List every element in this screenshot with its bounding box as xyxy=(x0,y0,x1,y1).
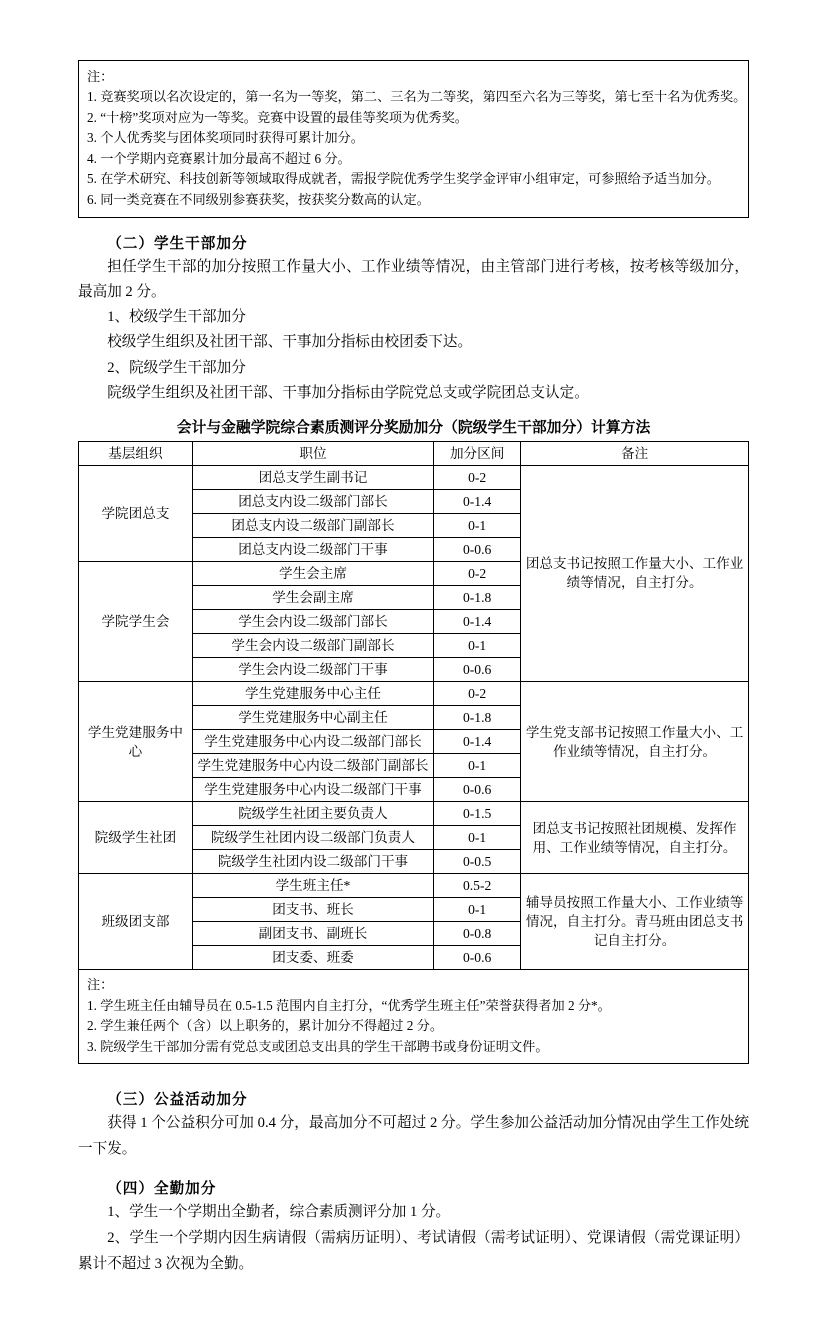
score-table xyxy=(78,441,749,971)
table-cell-score: 0-0.6 xyxy=(434,946,521,970)
table-cell-position: 学生党建服务中心主任 xyxy=(192,682,433,706)
table-cell-score: 0-1 xyxy=(434,513,521,537)
table-cell-score: 0-1.4 xyxy=(434,489,521,513)
table-header-cell: 备注 xyxy=(521,441,749,465)
table-cell-score: 0-0.8 xyxy=(434,922,521,946)
table-cell-position: 院级学生社团内设二级部门干事 xyxy=(192,850,433,874)
table-cell-score: 0-0.6 xyxy=(434,537,521,561)
table-cell-position: 学生党建服务中心副主任 xyxy=(192,706,433,730)
table-cell-score: 0-0.6 xyxy=(434,778,521,802)
section-four-item2: 2、学生一个学期内因生病请假（需病历证明）、考试请假（需考试证明）、党课请假（需党课证明）累计不超过 3 次视为全勤。 xyxy=(78,1230,749,1273)
table-note-line: 1. 学生班主任由辅导员在 0.5-1.5 范围内自主打分，“优秀学生班主任”荣誉获得者加 2 分*。 xyxy=(87,997,611,1013)
table-cell-position: 学生党建服务中心内设二级部门副部长 xyxy=(192,754,433,778)
table-cell-position: 团支书、班长 xyxy=(192,898,433,922)
table-cell-position: 副团支书、副班长 xyxy=(192,922,433,946)
table-cell-position: 院级学生社团主要负责人 xyxy=(192,802,433,826)
table-row xyxy=(79,465,749,489)
table-cell-position: 团总支内设二级部门部长 xyxy=(192,489,433,513)
section-two-heading: （二）学生干部加分 xyxy=(107,236,248,253)
table-cell-score: 0-1.4 xyxy=(434,730,521,754)
table-cell-position: 团支委、班委 xyxy=(192,946,433,970)
top-note-line: 4. 一个学期内竞赛累计加分最高不超过 6 分。 xyxy=(87,150,351,166)
table-cell-score: 0-2 xyxy=(434,682,521,706)
section-two-item2-heading: 2、院级学生干部加分 xyxy=(107,359,246,376)
table-cell-position: 学生会副主席 xyxy=(192,585,433,609)
table-cell-score: 0-0.5 xyxy=(434,850,521,874)
table-cell-org: 院级学生社团 xyxy=(79,802,193,874)
section-two-item1-heading: 1、校级学生干部加分 xyxy=(107,309,246,326)
table-cell-org: 学院学生会 xyxy=(79,561,193,681)
table-cell-score: 0.5-2 xyxy=(434,874,521,898)
table-cell-position: 学生会内设二级部门副部长 xyxy=(192,633,433,657)
table-note-line: 2. 学生兼任两个（含）以上职务的，累计加分不得超过 2 分。 xyxy=(87,1018,444,1034)
table-notes-label: 注： xyxy=(87,977,114,993)
table-row xyxy=(79,874,749,898)
table-cell-position: 学生班主任* xyxy=(192,874,433,898)
table-cell-score: 0-1.8 xyxy=(434,706,521,730)
table-cell-position: 团总支内设二级部门副部长 xyxy=(192,513,433,537)
table-row xyxy=(79,802,749,826)
section-three-heading: （三）公益活动加分 xyxy=(107,1092,248,1109)
table-cell-remark: 团总支书记按照社团规模、发挥作用、工作业绩等情况，自主打分。 xyxy=(521,802,749,874)
table-cell-org: 班级团支部 xyxy=(79,874,193,970)
section-four-item1: 1、学生一个学期出全勤者，综合素质测评分加 1 分。 xyxy=(107,1204,451,1221)
table-cell-score: 0-0.6 xyxy=(434,658,521,682)
table-cell-position: 学生会主席 xyxy=(192,561,433,585)
table-notes-box xyxy=(78,970,749,1064)
table-cell-score: 0-1 xyxy=(434,633,521,657)
table-cell-score: 0-1.8 xyxy=(434,585,521,609)
spacer xyxy=(78,1064,749,1074)
table-cell-score: 0-1.5 xyxy=(434,802,521,826)
table-cell-org: 学院团总支 xyxy=(79,465,193,561)
top-note-line: 1. 竞赛奖项以名次设定的，第一名为一等奖，第二、三名为二等奖，第四至六名为三等奖，第七至十名为优秀奖。 xyxy=(87,89,747,105)
table-cell-remark: 辅导员按照工作量大小、工作业绩等情况，自主打分。青马班由团总支书记自主打分。 xyxy=(521,874,749,970)
top-note-line: 2. “十榜”奖项对应为一等奖。竞赛中设置的最佳等奖项为优秀奖。 xyxy=(87,109,468,125)
table-cell-position: 团总支学生副书记 xyxy=(192,465,433,489)
top-note-line: 5. 在学术研究、科技创新等领域取得成就者，需报学院优秀学生奖学金评审小组审定，可参照给予适当加分。 xyxy=(87,171,720,187)
table-cell-position: 学生党建服务中心内设二级部门部长 xyxy=(192,730,433,754)
table-header-row xyxy=(79,441,749,465)
section-three-paragraph: 获得 1 个公益积分可加 0.4 分，最高加分不可超过 2 分。学生参加公益活动加分情况由学生工作处统一下发。 xyxy=(78,1115,749,1158)
top-notes-label: 注： xyxy=(87,69,114,84)
section-two-item1-body: 校级学生组织及社团干部、干事加分指标由校团委下达。 xyxy=(107,334,473,351)
top-note-line: 6. 同一类竞赛在不同级别参赛获奖，按获奖分数高的认定。 xyxy=(87,191,430,207)
table-note-line: 3. 院级学生干部加分需有党总支或团总支出具的学生干部聘书或身份证明文件。 xyxy=(87,1038,549,1054)
table-cell-position: 学生党建服务中心内设二级部门干事 xyxy=(192,778,433,802)
table-cell-score: 0-1.4 xyxy=(434,609,521,633)
table-cell-org: 学生党建服务中心 xyxy=(79,682,193,802)
section-two-paragraph: 担任学生干部的加分按照工作量大小、工作业绩等情况，由主管部门进行考核，按考核等级加分，最高加 2 分。 xyxy=(78,259,749,301)
table-cell-score: 0-1 xyxy=(434,826,521,850)
table-cell-score: 0-1 xyxy=(434,898,521,922)
section-two-item2-body: 院级学生组织及社团干部、干事加分指标由学院党总支或学院团总支认定。 xyxy=(107,384,589,401)
section-four-heading: （四）全勤加分 xyxy=(107,1181,217,1198)
table-cell-score: 0-2 xyxy=(434,465,521,489)
table-title: 会计与金融学院综合素质测评分奖励加分（院级学生干部加分）计算方法 xyxy=(176,419,651,436)
table-cell-remark: 团总支书记按照工作量大小、工作业绩等情况，自主打分。 xyxy=(521,465,749,681)
table-header-cell: 基层组织 xyxy=(79,441,193,465)
table-cell-position: 团总支内设二级部门干事 xyxy=(192,537,433,561)
table-row xyxy=(79,682,749,706)
table-cell-score: 0-1 xyxy=(434,754,521,778)
top-note-line: 3. 个人优秀奖与团体奖项同时获得可累计加分。 xyxy=(87,130,364,146)
table-cell-position: 学生会内设二级部门部长 xyxy=(192,609,433,633)
table-header-cell: 职位 xyxy=(192,441,433,465)
table-cell-position: 院级学生社团内设二级部门负责人 xyxy=(192,826,433,850)
top-notes-box xyxy=(78,60,749,218)
table-cell-score: 0-2 xyxy=(434,561,521,585)
table-header-cell: 加分区间 xyxy=(434,441,521,465)
table-cell-position: 学生会内设二级部门干事 xyxy=(192,658,433,682)
table-cell-remark: 学生党支部书记按照工作量大小、工作业绩等情况，自主打分。 xyxy=(521,682,749,802)
